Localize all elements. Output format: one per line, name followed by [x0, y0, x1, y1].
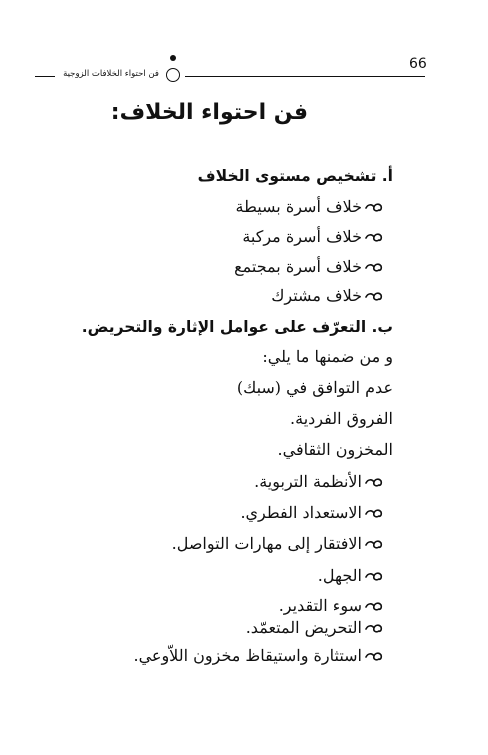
list-item-text: الافتقار إلى مهارات التواصل.: [171, 534, 362, 553]
section-a-heading: أ. تشخيص مستوى الخلاف: [197, 167, 393, 185]
list-item: [246, 618, 383, 637]
list-item-text: سوء التقدير.: [278, 596, 362, 615]
list-item: [242, 227, 383, 246]
list-item: [279, 596, 383, 615]
hand-pointer-icon: [365, 290, 383, 304]
list-item: [133, 646, 383, 665]
header-rule-end: [35, 76, 55, 77]
list-item: [234, 257, 383, 276]
paragraph-line: المخزون الثقافي.: [277, 440, 393, 459]
hand-pointer-icon: [365, 600, 383, 614]
header-ornament-circle: [166, 68, 180, 82]
list-item-text: خلاف أسرة مركبة: [242, 227, 362, 246]
hand-pointer-icon: [365, 538, 383, 552]
hand-pointer-icon: [365, 622, 383, 636]
hand-pointer-icon: [365, 476, 383, 490]
section-b-intro: و من ضمنها ما يلي:: [262, 347, 393, 366]
list-item-text: خلاف أسرة بسيطة: [235, 197, 362, 216]
running-head-title: فن احتواء الخلافات الزوجية: [63, 69, 159, 79]
paragraph-line: عدم التوافق في (سبك): [236, 378, 393, 397]
hand-pointer-icon: [365, 507, 383, 521]
list-item-text: خلاف مشترك: [271, 286, 362, 305]
hand-pointer-icon: [365, 201, 383, 215]
page-number: 66: [409, 56, 427, 72]
list-item: [240, 503, 383, 522]
hand-pointer-icon: [365, 261, 383, 275]
list-item-text: الأنظمة التربوية.: [254, 472, 362, 491]
hand-pointer-icon: [365, 231, 383, 245]
header-ornament-dot: [170, 55, 176, 61]
list-item-text: استثارة واستيقاظ مخزون اللاّوعي.: [133, 646, 362, 665]
list-item: [271, 286, 383, 305]
page-title: فن احتواء الخلاف:: [110, 100, 308, 125]
list-item: [318, 566, 383, 585]
list-item: [172, 534, 383, 553]
hand-pointer-icon: [365, 650, 383, 664]
list-item-text: الجهل.: [317, 566, 362, 585]
list-item-text: التحريض المتعمّد.: [245, 618, 362, 637]
list-item: [254, 472, 383, 491]
list-item-text: الاستعداد الفطري.: [240, 503, 362, 522]
list-item-text: خلاف أسرة بمجتمع: [234, 257, 362, 276]
hand-pointer-icon: [365, 570, 383, 584]
section-b-heading: ب. التعرّف على عوامل الإثارة والتحريض.: [81, 318, 393, 336]
list-item: [235, 197, 383, 216]
paragraph-line: الفروق الفردية.: [290, 409, 393, 428]
header-rule: [185, 76, 425, 77]
